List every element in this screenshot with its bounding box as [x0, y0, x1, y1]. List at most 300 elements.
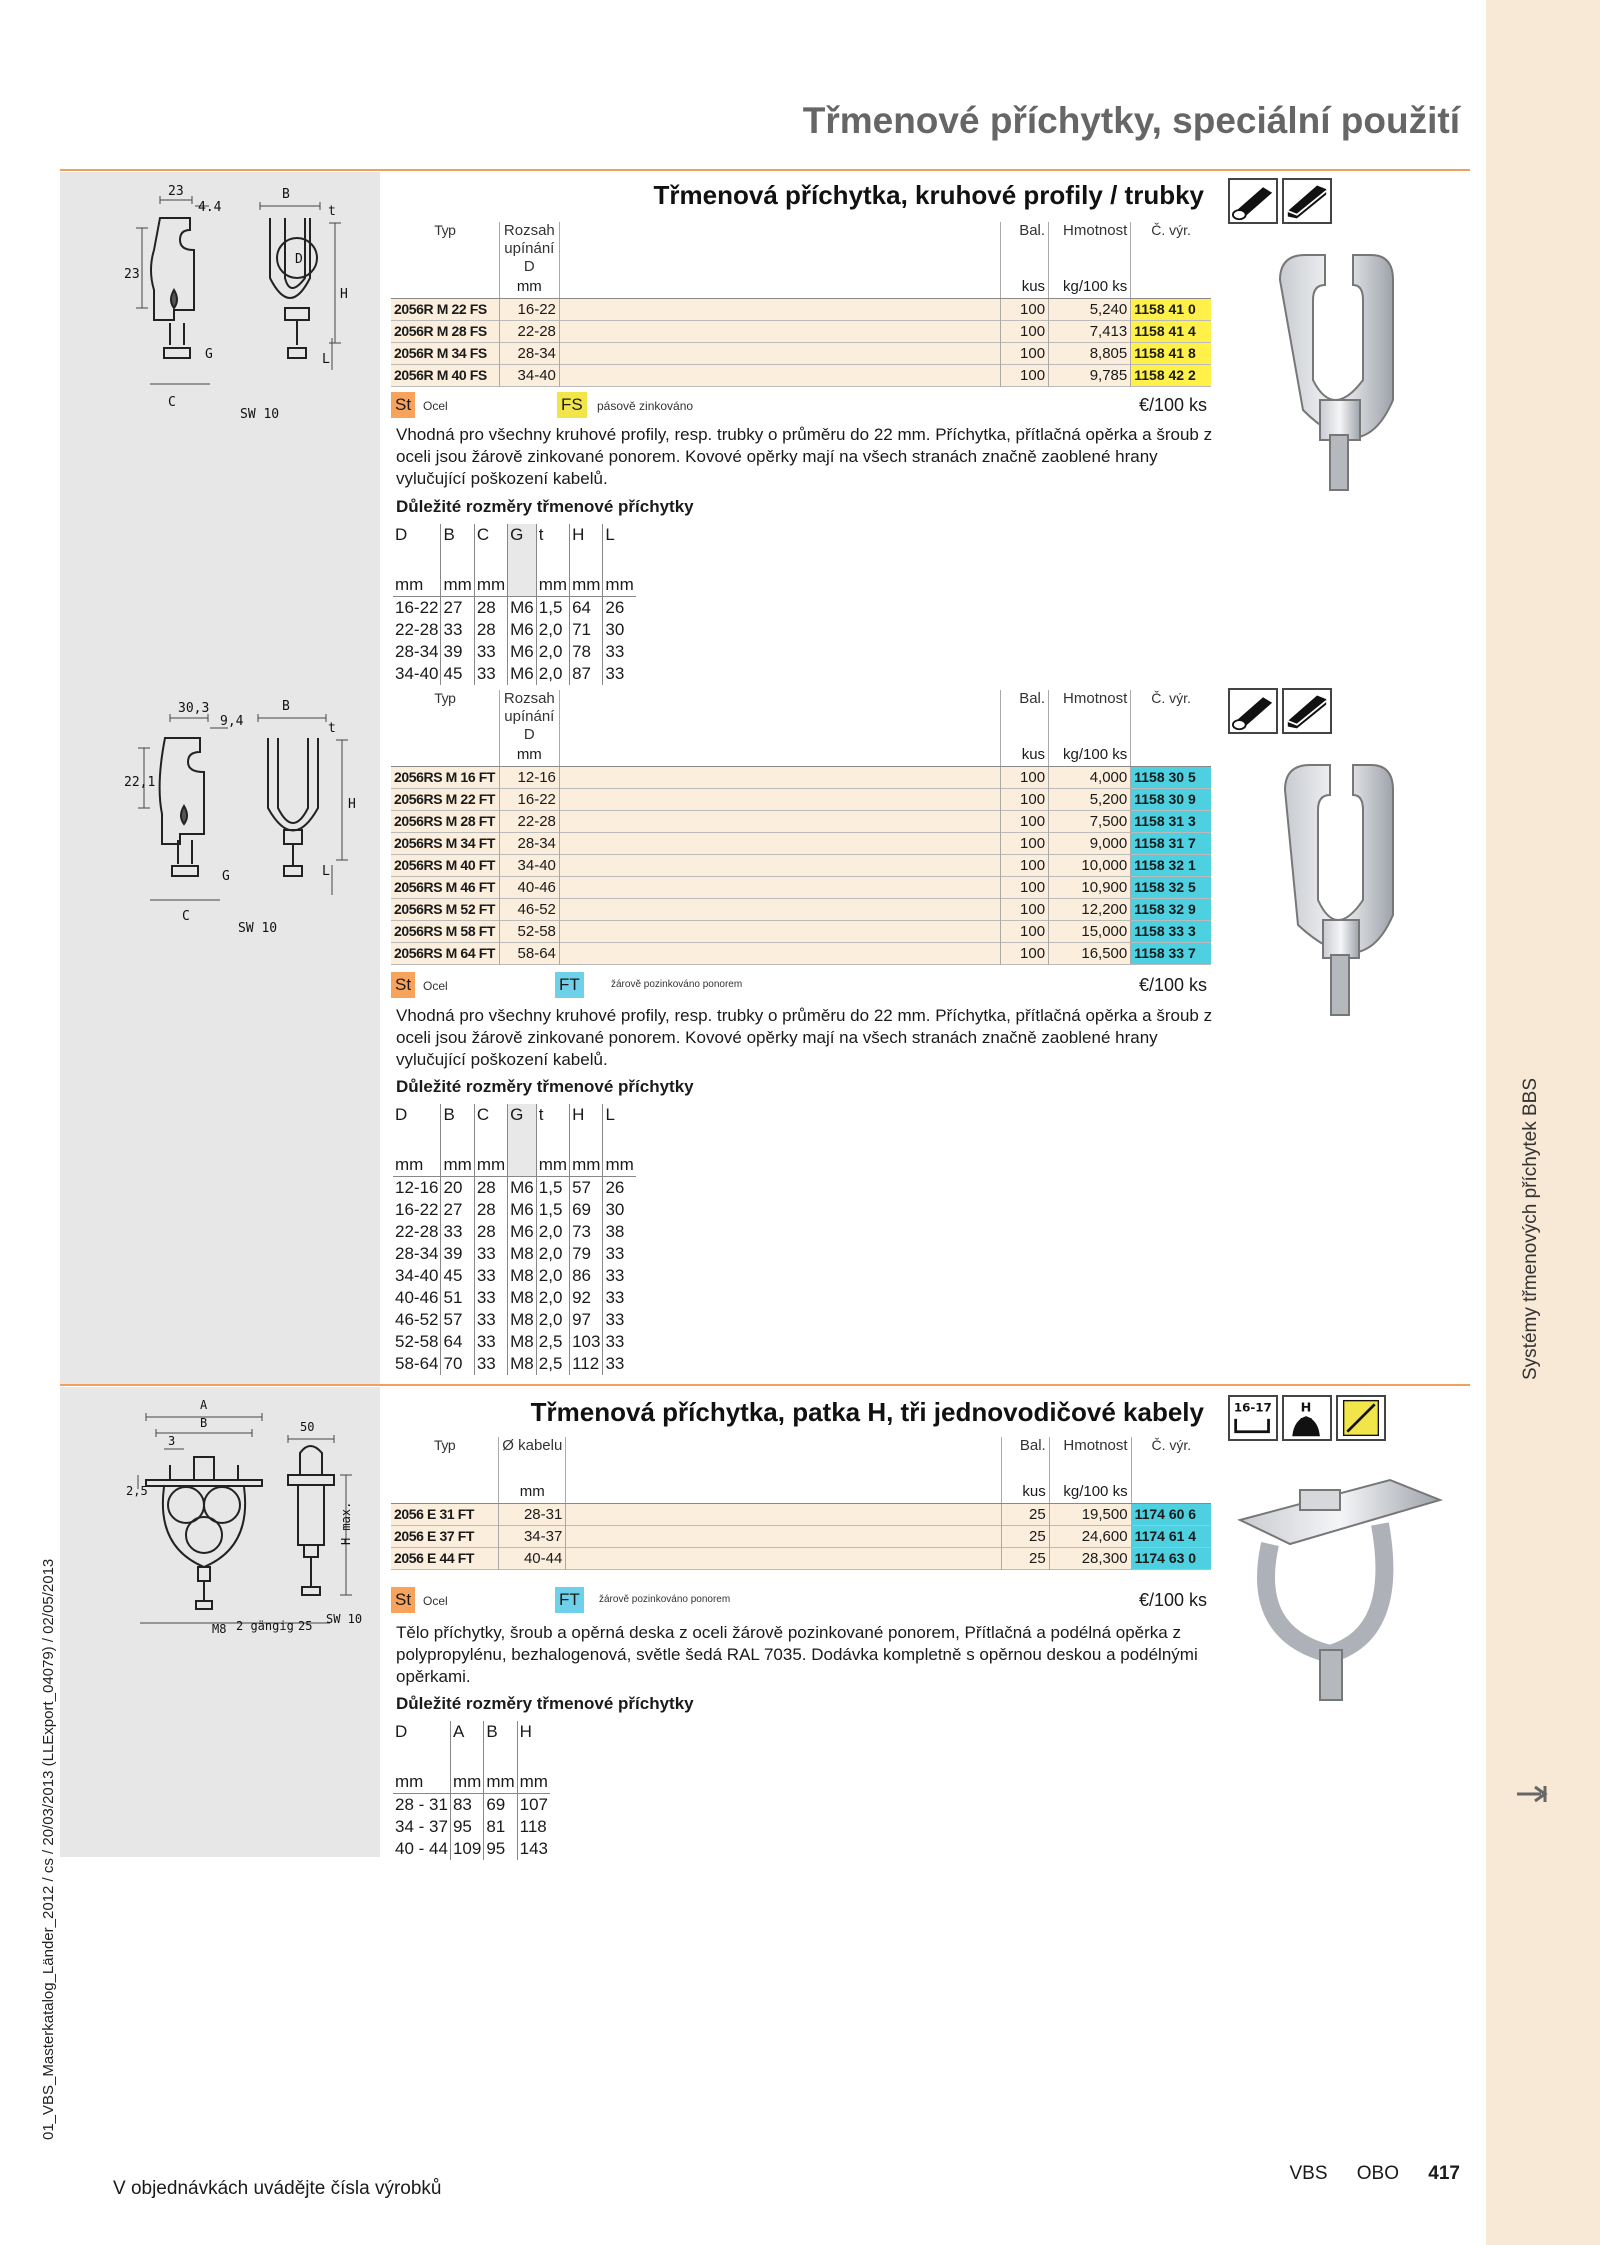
- dims-cell: mm: [393, 1771, 450, 1794]
- cell-typ: 2056RS M 22 FT: [391, 788, 499, 810]
- dims-cell: 78: [570, 641, 603, 663]
- section1-title: Třmenová příchytka, kruhové profily / trubky: [653, 180, 1204, 210]
- cell-hmotnost: 5,200: [1049, 788, 1131, 810]
- dims-cell: 39: [441, 1243, 474, 1265]
- dims-cell: 40-46: [395, 1288, 439, 1307]
- label-w94: 9,4: [220, 714, 244, 729]
- label-b3: B: [200, 1416, 208, 1430]
- cell-rozsah: 12-16: [499, 766, 559, 788]
- cell-cvyr: 1158 41 8: [1131, 342, 1211, 364]
- label-sw3: SW 10: [326, 1612, 363, 1626]
- label-w25: 25: [298, 1619, 313, 1633]
- material-badge-st: St: [391, 392, 415, 418]
- cell-hmotnost: 9,000: [1049, 832, 1131, 854]
- dims-cell: 118: [517, 1816, 550, 1838]
- dims-cell: mm: [517, 1771, 550, 1794]
- cell-bal: 100: [1000, 876, 1048, 898]
- col-kabel-3: Ø kabelu: [499, 1437, 566, 1459]
- dims-cell: 28: [474, 1177, 507, 1200]
- section3-title: Třmenová příchytka, patka H, tři jednovodičové kabely: [530, 1397, 1204, 1427]
- product-table-1: [391, 222, 1211, 387]
- description-2: Vhodná pro všechny kruhové profily, resp. trubky o průměru do 22 mm. Příchytka, přítlačná opěrka a šroub z oceli jsou žárově zinkované ponorem. Kovové opěrky mají na všech stranách značně zaoblené hrany vylučující poškození kabelů.: [396, 1006, 1213, 1069]
- unit-hmotnost-2: kg/100 ks: [1049, 744, 1131, 766]
- label-m8: M8: [212, 1622, 227, 1636]
- dims-cell: 2,0: [536, 1221, 569, 1243]
- dims-cell: 73: [570, 1221, 603, 1243]
- cell-cvyr: 1158 32 1: [1131, 854, 1211, 876]
- cell-bal: 100: [1000, 810, 1048, 832]
- cell-rozsah: 34-37: [499, 1525, 566, 1547]
- dims-cell: 1,5: [536, 597, 569, 620]
- dims-cell: L: [603, 524, 636, 574]
- cell-rozsah: 16-22: [499, 298, 559, 320]
- dims-row: [393, 663, 636, 685]
- dims-cell: mm: [603, 574, 636, 597]
- flat-profile-symbol: [1282, 178, 1332, 224]
- dims-cell: mm: [441, 574, 474, 597]
- cell-hmotnost: 8,805: [1049, 342, 1131, 364]
- cell-bal: 100: [1000, 898, 1048, 920]
- unit-kabel-3: mm: [499, 1481, 566, 1503]
- side-title: Systémy třmenových příchytek BBS: [1520, 1078, 1541, 1380]
- dims-cell: 33: [474, 1331, 507, 1353]
- dims-cell: 28-34: [395, 642, 439, 661]
- svg-text:H: H: [1300, 1400, 1312, 1416]
- dims-cell: 87: [570, 663, 603, 685]
- dims-cell: M6: [508, 1199, 537, 1221]
- range-symbol: [1228, 1395, 1278, 1441]
- dims-cell: 27: [441, 597, 474, 620]
- label-h25: 2,5: [126, 1484, 148, 1498]
- dims-cell: mm: [570, 574, 603, 597]
- product-photo-3: [1230, 1460, 1450, 1710]
- dims-cell: 33: [441, 1221, 474, 1243]
- cell-cvyr: 1158 32 9: [1131, 898, 1211, 920]
- label-l2: L: [322, 864, 330, 879]
- cell-typ: 2056 E 44 FT: [391, 1547, 499, 1569]
- dims-cell: D: [395, 1105, 408, 1124]
- cell-cvyr: 1158 30 9: [1131, 788, 1211, 810]
- dims-cell: L: [603, 1104, 636, 1154]
- dims-cell: B: [441, 1104, 474, 1154]
- dims-cell: 30: [603, 619, 636, 641]
- flat-profile-symbol-2: [1282, 688, 1332, 734]
- price-unit-3: €/100 ks: [1138, 1590, 1207, 1610]
- dims-cell: 51: [441, 1287, 474, 1309]
- dims-cell: 33: [603, 641, 636, 663]
- dims-cell: [508, 574, 537, 597]
- cell-bal: 100: [1000, 766, 1048, 788]
- label-sw2: SW 10: [238, 921, 278, 936]
- dims-cell: 69: [570, 1199, 603, 1221]
- material-label-st-3: Ocel: [423, 1594, 448, 1608]
- label-w50: 50: [300, 1420, 315, 1434]
- dims-dh: [393, 524, 636, 574]
- cell-cvyr: 1158 41 0: [1131, 298, 1211, 320]
- table-row: [391, 854, 1211, 876]
- cell-typ: 2056R M 40 FS: [391, 364, 499, 386]
- cell-rozsah: 46-52: [499, 898, 559, 920]
- cell-typ: 2056RS M 58 FT: [391, 920, 499, 942]
- col-hmotnost-3: Hmotnost: [1049, 1437, 1131, 1459]
- dims-cell: mm: [536, 1154, 569, 1177]
- cell-bal: 100: [1000, 342, 1048, 364]
- product-photo-2: [1265, 760, 1415, 1030]
- dims-cell: 52-58: [395, 1332, 439, 1351]
- dims-cell: mm: [536, 574, 569, 597]
- cell-rozsah: 40-44: [499, 1547, 566, 1569]
- dims-title-1: Důležité rozměry třmenové příchytky: [396, 497, 694, 516]
- dims-cell: t: [536, 1104, 569, 1154]
- cell-typ: 2056RS M 34 FT: [391, 832, 499, 854]
- cell-bal: 100: [1000, 320, 1048, 342]
- dims-cell: M6: [508, 619, 537, 641]
- col-bal-2: Bal.: [1000, 690, 1048, 717]
- dims-cell: M6: [508, 1177, 537, 1200]
- cell-cvyr: 1158 30 5: [1131, 766, 1211, 788]
- dims-cell: 2,0: [536, 1309, 569, 1331]
- pipe-icon: [1230, 180, 1276, 222]
- dims-cell: 69: [484, 1794, 517, 1817]
- col-bal: Bal.: [1000, 222, 1048, 249]
- dims-cell: 103: [570, 1331, 603, 1353]
- label-h221: 22,1: [124, 775, 156, 790]
- unit-rozsah-2: mm: [499, 744, 559, 766]
- dims-cell: 22-28: [395, 620, 439, 639]
- table-row: [391, 1547, 1211, 1569]
- cell-typ: 2056 E 31 FT: [391, 1503, 499, 1525]
- dims-row: [393, 1287, 636, 1309]
- dims-cell: 2,0: [536, 619, 569, 641]
- dims-cell: 20: [441, 1177, 474, 1200]
- dims-cell: 81: [484, 1816, 517, 1838]
- dims-cell: 12-16: [395, 1178, 439, 1197]
- dims-cell: 33: [474, 1309, 507, 1331]
- dims-cell: 28 - 31: [395, 1795, 448, 1814]
- label-t: t: [328, 204, 336, 219]
- col-hmotnost-2: Hmotnost: [1049, 690, 1131, 717]
- dims-cell: mm: [441, 1154, 474, 1177]
- material-line-1: [391, 392, 1207, 420]
- col-cvyr-2: Č. výr.: [1131, 690, 1211, 717]
- dims-row: [393, 1243, 636, 1265]
- material-badge-st-2: St: [391, 972, 415, 998]
- dims-cell: mm: [450, 1771, 483, 1794]
- cell-hmotnost: 12,200: [1049, 898, 1131, 920]
- dims-cell: 28: [474, 619, 507, 641]
- material-badge-st-3: St: [391, 1587, 415, 1613]
- col-cvyr: Č. výr.: [1131, 222, 1211, 249]
- brand-vbs: VBS: [1289, 2163, 1328, 2184]
- cell-typ: 2056RS M 28 FT: [391, 810, 499, 832]
- dims-cell: 70: [441, 1353, 474, 1375]
- flat-bar-icon: [1284, 180, 1330, 222]
- label-sw: SW 10: [240, 407, 280, 422]
- dims-cell: 2,5: [536, 1331, 569, 1353]
- cell-hmotnost: 5,240: [1049, 298, 1131, 320]
- footer-note: V objednávkách uvádějte čísla výrobků: [113, 2178, 442, 2199]
- meta-vertical: 01_VBS_Masterkatalog_Länder_2012 / cs / 20/03/2013 (LLExport_04079) / 02/05/2013: [40, 1558, 57, 2140]
- dims-cell: mm: [484, 1771, 517, 1794]
- cell-typ: 2056 E 37 FT: [391, 1525, 499, 1547]
- cell-typ: 2056RS M 40 FT: [391, 854, 499, 876]
- cell-rozsah: 16-22: [499, 788, 559, 810]
- dims-table-3: [393, 1721, 550, 1860]
- dims-title-2: Důležité rozměry třmenové příchytky: [396, 1077, 694, 1096]
- cell-hmotnost: 7,413: [1049, 320, 1131, 342]
- dims-cell: 1,5: [536, 1199, 569, 1221]
- dims-row: [393, 1265, 636, 1287]
- dims-cell: 28: [474, 597, 507, 620]
- cell-rozsah: 28-34: [499, 832, 559, 854]
- unit-hmotnost: kg/100 ks: [1049, 276, 1131, 298]
- dims-cell: 33: [474, 1243, 507, 1265]
- dims-cell: 33: [603, 1243, 636, 1265]
- table-row: [391, 942, 1211, 964]
- label-b2: B: [282, 699, 290, 714]
- dims-row: [393, 597, 636, 620]
- dims-cell: M6: [508, 663, 537, 685]
- dims-cell: 2,0: [536, 663, 569, 685]
- label-c2: C: [182, 909, 190, 924]
- cell-typ: 2056R M 34 FS: [391, 342, 499, 364]
- round-profile-symbol: [1228, 178, 1278, 224]
- cell-bal: 25: [1001, 1503, 1049, 1525]
- dims-cell: 95: [484, 1838, 517, 1860]
- material-badge-ft-2: FT: [555, 972, 584, 998]
- footer-brand: [1289, 2163, 1460, 2185]
- cell-hmotnost: 28,300: [1049, 1547, 1131, 1569]
- cell-cvyr: 1158 33 7: [1131, 942, 1211, 964]
- material-label-st: Ocel: [423, 399, 448, 413]
- material-line-3: [391, 1587, 1207, 1615]
- dims-cell: 33: [474, 1353, 507, 1375]
- dims-cell: 107: [517, 1794, 550, 1817]
- product-table-3: [391, 1437, 1211, 1570]
- cell-hmotnost: 19,500: [1049, 1503, 1131, 1525]
- dims-cell: 16-22: [395, 1200, 439, 1219]
- dims-cell: 57: [441, 1309, 474, 1331]
- dims-cell: G: [508, 1104, 537, 1154]
- dims-cell: 33: [603, 663, 636, 685]
- label-b: B: [282, 187, 290, 202]
- col-typ-3: Typ: [433, 1437, 456, 1453]
- table-row: [391, 920, 1211, 942]
- cell-cvyr: 1174 63 0: [1131, 1547, 1211, 1569]
- material-label-ft-3: žárově pozinkováno ponorem: [599, 1594, 731, 1605]
- material-label-fs: pásově zinkováno: [597, 399, 694, 413]
- cell-cvyr: 1158 42 2: [1131, 364, 1211, 386]
- table-row: [391, 1503, 1211, 1525]
- dims-cell: 33: [474, 663, 507, 685]
- table-row: [391, 298, 1211, 320]
- col-typ-2: Typ: [434, 690, 456, 706]
- cell-typ: 2056RS M 64 FT: [391, 942, 499, 964]
- dims-cell: mm: [474, 574, 507, 597]
- description-3: Tělo příchytky, šroub a opěrná deska z oceli žárově pozinkované ponorem, Přítlačná a podélná opěrka z polypropylénu, bezhalogenová, světle šedá RAL 7035. Dodávka kompletně s opěrnou deskou a podélnými opěrkami.: [396, 1623, 1198, 1686]
- cell-rozsah: 28-34: [499, 342, 559, 364]
- dims-row: [393, 1331, 636, 1353]
- dims-cell: mm: [393, 1154, 441, 1177]
- material-badge-fs: FS: [557, 392, 587, 418]
- label-g2: G: [222, 869, 230, 884]
- dims-cell: 30: [603, 1199, 636, 1221]
- table-row: [391, 766, 1211, 788]
- dims-cell: 34-40: [395, 1266, 439, 1285]
- label-a3: A: [200, 1398, 208, 1412]
- dims-cell: A: [450, 1721, 483, 1771]
- col-rozsah-2: Rozsah upínání D: [499, 690, 559, 744]
- cell-bal: 100: [1000, 832, 1048, 854]
- unit-bal-2: kus: [1000, 744, 1048, 766]
- description-1: Vhodná pro všechny kruhové profily, resp. trubky o průměru do 22 mm. Příchytka, přítlačná opěrka a šroub z oceli jsou žárově zinkované ponorem. Kovové opěrky mají na všech stranách značně zaoblené hrany vylučující poškození kabelů.: [396, 425, 1213, 488]
- dims-cell: 33: [441, 619, 474, 641]
- cell-hmotnost: 4,000: [1049, 766, 1131, 788]
- cell-typ: 2056RS M 52 FT: [391, 898, 499, 920]
- cell-cvyr: 1174 60 6: [1131, 1503, 1211, 1525]
- dims-cell: t: [536, 524, 569, 574]
- dims-cell: H: [570, 1104, 603, 1154]
- dims-row: [393, 1816, 550, 1838]
- dims-cell: 34-40: [395, 664, 439, 683]
- cell-typ: 2056RS M 16 FT: [391, 766, 499, 788]
- dims-cell: 2,0: [536, 641, 569, 663]
- dims-cell: M8: [508, 1265, 537, 1287]
- cell-rozsah: 40-46: [499, 876, 559, 898]
- col-hmotnost: Hmotnost: [1049, 222, 1131, 249]
- label-t2: t: [328, 721, 336, 736]
- price-unit-2: €/100 ks: [1138, 975, 1207, 995]
- dims-cell: 33: [603, 1309, 636, 1331]
- dims-cell: 33: [603, 1287, 636, 1309]
- dims-cell: 33: [603, 1331, 636, 1353]
- dims-cell: 22-28: [395, 1222, 439, 1241]
- table-row: [391, 876, 1211, 898]
- dims-cell: M6: [508, 1221, 537, 1243]
- pipe-icon: [1230, 690, 1276, 732]
- dims-cell: 27: [441, 1199, 474, 1221]
- round-profile-symbol-2: [1228, 688, 1278, 734]
- table-row: [391, 832, 1211, 854]
- technical-drawing-3: [110, 1395, 380, 1655]
- cell-hmotnost: 10,900: [1049, 876, 1131, 898]
- col-rozsah: Rozsah upínání D: [499, 222, 559, 276]
- dims-cell: 39: [441, 641, 474, 663]
- cell-bal: 100: [1000, 788, 1048, 810]
- dims-cell: 33: [474, 641, 507, 663]
- table-row: [391, 788, 1211, 810]
- dims-cell: 16-22: [395, 598, 439, 617]
- top-rule: [60, 169, 1470, 171]
- cell-hmotnost: 24,600: [1049, 1525, 1131, 1547]
- h-rail-symbol: [1282, 1395, 1332, 1441]
- dims-cell: 2,0: [536, 1243, 569, 1265]
- dims-cell: C: [474, 1104, 507, 1154]
- cell-typ: 2056R M 22 FS: [391, 298, 499, 320]
- dims-cell: [508, 1154, 537, 1177]
- label-l: L: [322, 352, 330, 367]
- halogen-free-symbol: [1336, 1395, 1386, 1441]
- dims-cell: 1,5: [536, 1177, 569, 1200]
- dims-cell: mm: [474, 1154, 507, 1177]
- dims-cell: 58-64: [395, 1354, 439, 1373]
- dims-row: [393, 1177, 636, 1200]
- dims-du: [393, 1771, 550, 1794]
- table-row: [391, 364, 1211, 386]
- price-unit: €/100 ks: [1138, 395, 1207, 415]
- dims-cell: 64: [570, 597, 603, 620]
- table-row: [391, 898, 1211, 920]
- cell-typ: 2056RS M 46 FT: [391, 876, 499, 898]
- dims-cell: mm: [570, 1154, 603, 1177]
- dims-table-1: [393, 524, 636, 685]
- dims-dh: [393, 1104, 636, 1154]
- product-photo-1: [1250, 250, 1410, 510]
- table-row: [391, 342, 1211, 364]
- cell-cvyr: 1158 31 7: [1131, 832, 1211, 854]
- table-row: [391, 810, 1211, 832]
- cell-rozsah: 52-58: [499, 920, 559, 942]
- dims-cell: 2,0: [536, 1287, 569, 1309]
- dims-row: [393, 1353, 636, 1375]
- dims-cell: M6: [508, 597, 537, 620]
- dims-table-2: [393, 1104, 636, 1375]
- dims-du: [393, 1154, 636, 1177]
- dims-cell: 97: [570, 1309, 603, 1331]
- cell-hmotnost: 10,000: [1049, 854, 1131, 876]
- cell-cvyr: 1158 33 3: [1131, 920, 1211, 942]
- cell-hmotnost: 9,785: [1049, 364, 1131, 386]
- dims-cell: M8: [508, 1331, 537, 1353]
- dims-cell: 34 - 37: [395, 1817, 448, 1836]
- dims-cell: 2,5: [536, 1353, 569, 1375]
- dims-cell: 83: [450, 1794, 483, 1817]
- bracket-arrow-icon: [1515, 1782, 1555, 1806]
- dims-cell: H: [517, 1721, 550, 1771]
- label-hmax: H max.: [339, 1501, 353, 1545]
- dims-cell: mm: [393, 574, 441, 597]
- dims-du: [393, 574, 636, 597]
- label-d: D: [295, 252, 303, 267]
- dims-cell: 28-34: [395, 1244, 439, 1263]
- dims-cell: 92: [570, 1287, 603, 1309]
- cell-cvyr: 1158 32 5: [1131, 876, 1211, 898]
- dims-cell: M8: [508, 1353, 537, 1375]
- dims-row: [393, 1199, 636, 1221]
- cell-cvyr: 1158 41 4: [1131, 320, 1211, 342]
- cell-rozsah: 22-28: [499, 810, 559, 832]
- dims-cell: G: [508, 524, 537, 574]
- dims-cell: 79: [570, 1243, 603, 1265]
- material-line-2: [391, 972, 1207, 1000]
- unit-bal-3: kus: [1001, 1481, 1049, 1503]
- dims-cell: 46-52: [395, 1310, 439, 1329]
- dims-cell: 86: [570, 1265, 603, 1287]
- dims-cell: 45: [441, 1265, 474, 1287]
- col-bal-3: Bal.: [1001, 1437, 1049, 1459]
- dims-cell: 143: [517, 1838, 550, 1860]
- dims-cell: D: [395, 525, 408, 544]
- cell-bal: 100: [1000, 942, 1048, 964]
- label-h2: H: [348, 797, 356, 812]
- cell-bal: 100: [1000, 364, 1048, 386]
- product-table-2: [391, 690, 1211, 965]
- technical-drawing-1: [110, 178, 360, 428]
- dims-row: [393, 1838, 550, 1860]
- cell-cvyr: 1174 61 4: [1131, 1525, 1211, 1547]
- col-cvyr-3: Č. výr.: [1131, 1437, 1211, 1459]
- dims-cell: B: [441, 524, 474, 574]
